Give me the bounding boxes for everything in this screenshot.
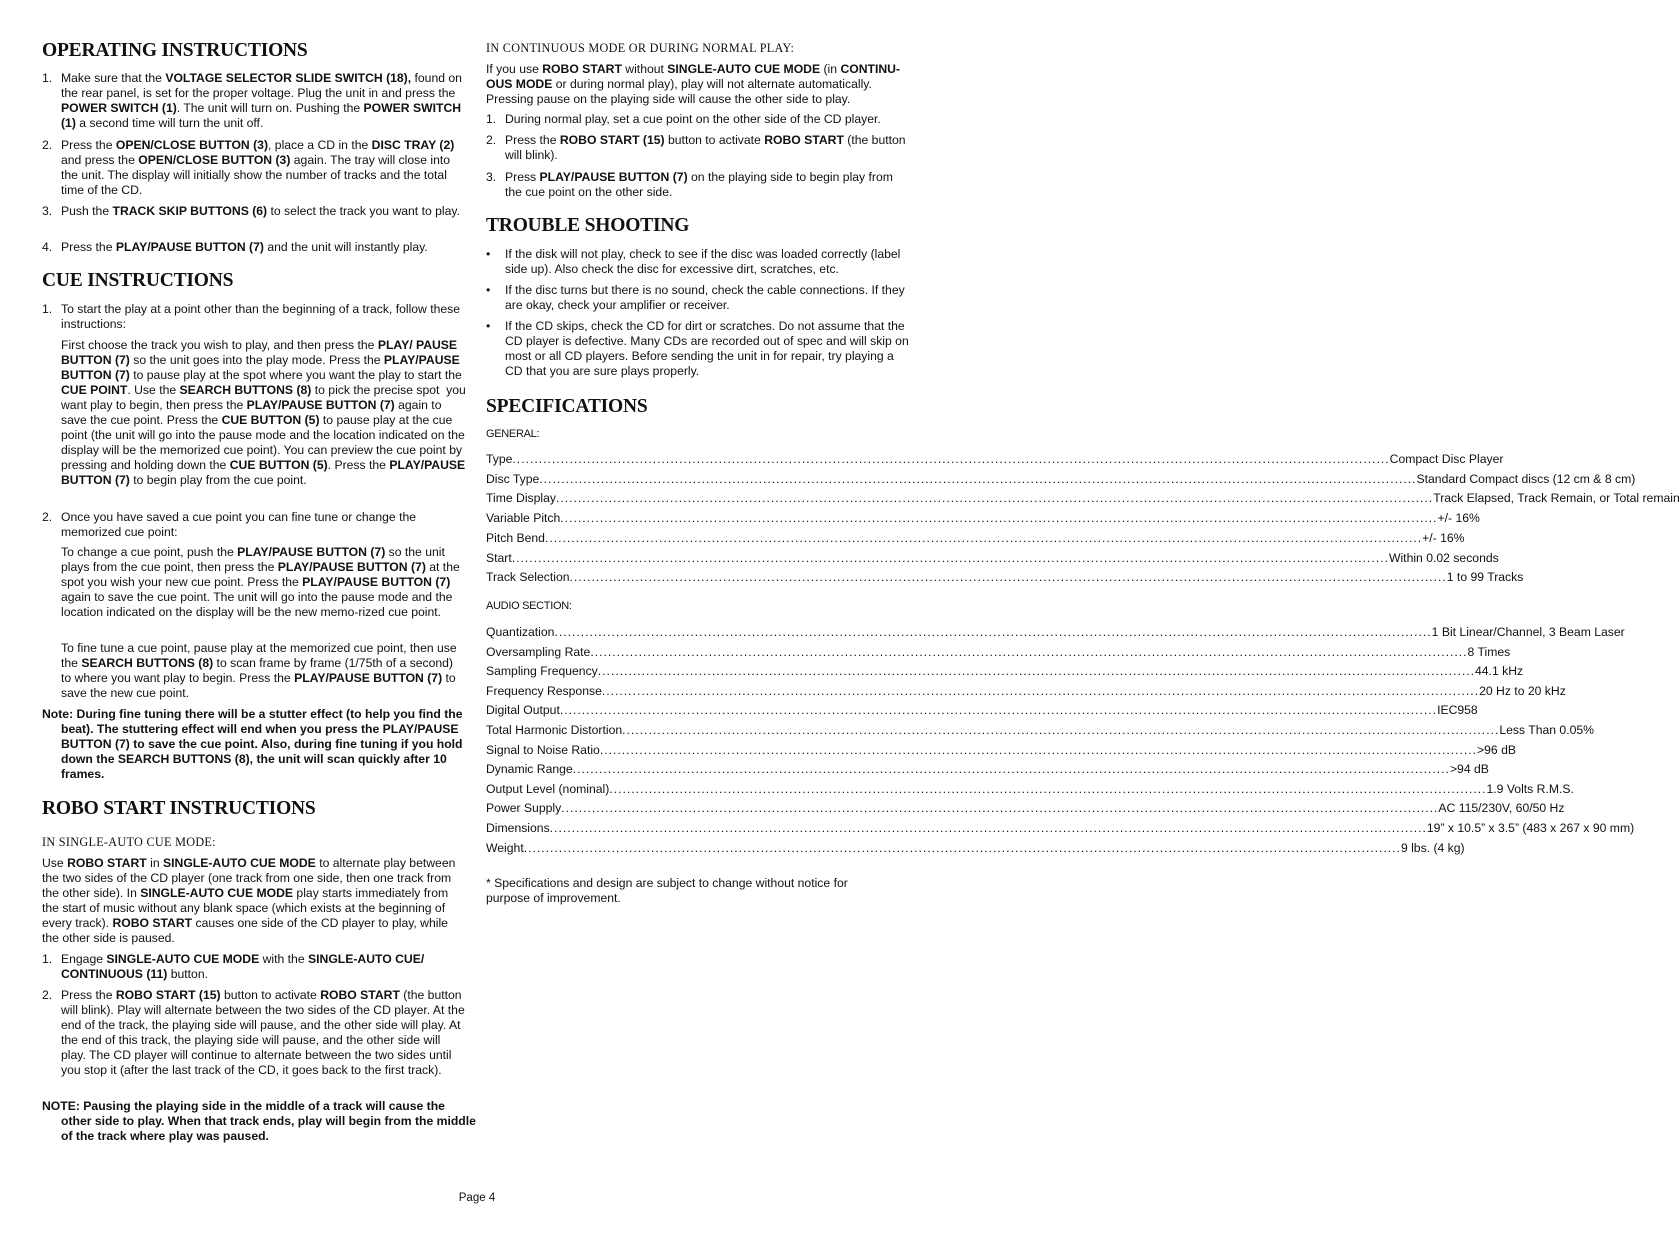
step-text: To start the play at a point other than the beginning of a track, follow these instructions:	[61, 302, 461, 331]
bullet-icon: •	[486, 247, 491, 261]
cue-instructions-heading: CUE INSTRUCTIONS	[42, 270, 234, 291]
operating-step-3	[42, 204, 468, 234]
audio-spec-row	[486, 723, 1594, 738]
continuous-intro: If you use ROBO START without SINGLE-AUTO CUE MODE (in CONTINU-OUS MODE or during normal play), play will not alternate automatically. Pressing pause on the playing side will cause the other side to play.	[486, 62, 901, 106]
dot-leader: ........................................................................................................................................................................................................	[560, 511, 1438, 526]
spec-value: Track Elapsed, Track Remain, or Total remain	[1433, 491, 1680, 506]
audio-spec-row	[486, 840, 1465, 856]
general-spec-row	[486, 511, 1480, 526]
general-label: GENERAL:	[486, 428, 540, 440]
cue-step-2	[42, 510, 468, 540]
audio-spec-row	[486, 821, 1635, 836]
step-text: Press the ROBO START (15) button to activate ROBO START (the button will blink). Play will alternate between the two sides of the CD player. At the end of the track, the playing side will pause, and the other side will play. At the end of this track, the playing side will pause, and the other side will play. The CD player will continue to alternate between the two sides until you stop it (after the last track of the CD, it goes back to the first track).	[61, 988, 465, 1077]
cue-fine-tune-paragraph: To fine tune a cue point, pause play at the memorized cue point, then use the SEARCH BUTTONS (8) to scan frame by frame (1/75th of a second) to where you want play to begin. Press the PLAY/PAUSE BUTTON (7) to save the new cue point.	[61, 641, 457, 700]
spec-label: Pitch Bend	[486, 530, 545, 545]
step-number: 2.	[42, 138, 53, 152]
single-auto-cue-subheading: IN SINGLE-AUTO CUE MODE:	[42, 835, 216, 849]
robo-start-heading: ROBO START INSTRUCTIONS	[42, 798, 316, 819]
dot-leader: ........................................................................................................................................................................................................	[544, 530, 1423, 545]
dot-leader: ........................................................................................................................................................................................................	[609, 781, 1487, 796]
step-number: 1.	[42, 71, 53, 85]
spec-value: Compact Disc Player	[1389, 452, 1504, 466]
spec-label: Quantization	[486, 625, 555, 639]
step-number: 1.	[486, 112, 497, 126]
spec-value: 9 lbs. (4 kg)	[1400, 840, 1465, 855]
step-text: Make sure that the VOLTAGE SELECTOR SLIDE SWITCH (18), found on the rear panel, is set for the proper voltage. Plug the unit in and press the POWER SWITCH (1). The unit will turn on. Pushing the POWER SWITCH (1) a second time will turn the unit off.	[61, 71, 462, 130]
spec-value: 19” x 10.5” x 3.5” (483 x 267 x 90 mm)	[1426, 821, 1635, 835]
spec-label: Total Harmonic Distortion	[486, 723, 623, 737]
step-text: Press the ROBO START (15) button to activate ROBO START (the button will blink).	[505, 133, 906, 162]
dot-leader: ........................................................................................................................................................................................................	[511, 550, 1389, 565]
continuous-step-1	[486, 112, 913, 127]
spec-value: +/- 16%	[1437, 511, 1480, 526]
robo-note: NOTE: Pausing the playing side in the middle of a track will cause the other side to play. When that track ends, play will begin from the middle of the track where play was paused.	[42, 1099, 476, 1143]
audio-spec-row	[486, 781, 1574, 797]
robo-step-1	[42, 952, 468, 982]
spec-value: >94 dB	[1449, 762, 1489, 777]
general-spec-row	[486, 570, 1524, 585]
spec-value: IEC958	[1437, 703, 1478, 718]
step-number: 2.	[42, 988, 53, 1002]
operating-step-2	[42, 138, 468, 198]
dot-leader: ........................................................................................................................................................................................................	[549, 821, 1427, 835]
trouble-text: If the CD skips, check the CD for dirt or scratches. Do not assume that the CD player is defective. Many CDs are recorded out of spec and will skip on most or all CD players. Before sending the unit in for repair, try playing a CD that you are sure plays properly.	[505, 319, 909, 378]
trouble-item-3	[486, 319, 913, 379]
general-spec-row	[486, 491, 1680, 506]
audio-spec-row	[486, 625, 1625, 640]
spec-label: Oversampling Rate	[486, 644, 591, 659]
cue-step-1	[42, 302, 468, 332]
spec-value: 20 Hz to 20 kHz	[1479, 683, 1566, 698]
spec-value: Less Than 0.05%	[1499, 723, 1594, 737]
spec-label: Dynamic Range	[486, 762, 573, 777]
page-number: Page 4	[458, 1192, 496, 1204]
step-number: 4.	[42, 240, 53, 254]
dot-leader: ........................................................................................................................................................................................................	[523, 840, 1401, 855]
audio-spec-row	[486, 683, 1566, 699]
cue-change-paragraph: To change a cue point, push the PLAY/PAUSE BUTTON (7) so the unit plays from the cue point, then press the PLAY/PAUSE BUTTON (7) at the spot you wish your new cue point. Press the PLAY/PAUSE BUTTON (7) again to save the cue point. The unit will go into the pause mode and the location indicated on the display will be the new memo-rized cue point.	[61, 545, 460, 619]
trouble-text: If the disk will not play, check to see if the disc was loaded correctly (label side up). Also check the disc for excessive dirt, scratches, etc.	[505, 247, 901, 276]
robo-start-intro: Use ROBO START in SINGLE-AUTO CUE MODE to alternate play between the two sides of the CD player (one track from one side, then one track from the other side). In SINGLE-AUTO CUE MODE play starts immediately from the start of music without any blank space (which exists at the beginning of every track). ROBO START causes one side of the CD player to play, while the other side is paused.	[42, 856, 456, 945]
spec-label: Type	[486, 452, 513, 466]
step-number: 1.	[42, 952, 53, 966]
dot-leader: ........................................................................................................................................................................................................	[597, 664, 1475, 679]
continuous-step-2	[486, 133, 913, 163]
continuous-mode-subheading: IN CONTINUOUS MODE OR DURING NORMAL PLAY:	[486, 41, 795, 55]
step-number: 3.	[486, 170, 497, 184]
spec-value: AC 115/230V, 60/50 Hz	[1438, 801, 1565, 816]
operating-step-1	[42, 71, 468, 131]
audio-spec-row	[486, 703, 1478, 718]
spec-label: Track Selection	[486, 570, 570, 585]
dot-leader: ........................................................................................................................................................................................................	[559, 703, 1438, 718]
dot-leader: ........................................................................................................................................................................................................	[572, 762, 1450, 777]
operating-step-4	[42, 240, 468, 255]
dot-leader: ........................................................................................................................................................................................................	[512, 452, 1390, 466]
trouble-item-2	[486, 283, 913, 313]
spec-value: Within 0.02 seconds	[1388, 550, 1499, 565]
step-number: 2.	[42, 510, 53, 524]
spec-value: 1 Bit Linear/Channel, 3 Beam Laser	[1431, 625, 1625, 639]
spec-value: 1.9 Volts R.M.S.	[1486, 781, 1574, 796]
continuous-step-3	[486, 170, 913, 200]
spec-value: 8 Times	[1467, 644, 1511, 659]
trouble-shooting-heading: TROUBLE SHOOTING	[486, 215, 690, 236]
spec-label: Power Supply	[486, 801, 562, 816]
trouble-text: If the disc turns but there is no sound, check the cable connections. If they are okay, check your amplifier or receiver.	[505, 283, 905, 312]
audio-spec-row	[486, 644, 1511, 660]
general-spec-row	[486, 452, 1504, 467]
step-number: 3.	[42, 204, 53, 218]
spec-value: 1 to 99 Tracks	[1446, 570, 1524, 585]
cue-note: Note: During fine tuning there will be a stutter effect (to help you find the beat). The stuttering effect will end when you press the PLAY/PAUSE BUTTON (7) to save the cue point. Also, during fine tuning if you hold down the SEARCH BUTTONS (8), the unit will scan quickly after 10 frames.	[42, 707, 463, 781]
trouble-item-1	[486, 247, 913, 277]
dot-leader: ........................................................................................................................................................................................................	[561, 801, 1439, 816]
audio-spec-row	[486, 742, 1516, 758]
spec-value: Standard Compact discs (12 cm & 8 cm)	[1416, 471, 1636, 486]
spec-value: >96 dB	[1477, 742, 1516, 757]
spec-label: Weight	[486, 840, 524, 855]
spec-value: 44.1 kHz	[1475, 664, 1524, 679]
dot-leader: ........................................................................................................................................................................................................	[599, 742, 1478, 757]
general-spec-row	[486, 530, 1465, 546]
general-spec-row	[486, 550, 1499, 566]
spec-label: Disc Type	[486, 471, 540, 486]
spec-label: Start	[486, 550, 512, 565]
step-text: Press PLAY/PAUSE BUTTON (7) on the playing side to begin play from the cue point on the other side.	[505, 170, 893, 199]
dot-leader: ........................................................................................................................................................................................................	[622, 723, 1500, 737]
spec-label: Frequency Response	[486, 683, 602, 698]
robo-step-2	[42, 988, 468, 1093]
dot-leader: ........................................................................................................................................................................................................	[554, 625, 1432, 639]
spec-label: Signal to Noise Ratio	[486, 742, 600, 757]
step-text: Once you have saved a cue point you can fine tune or change the memorized cue point:	[61, 510, 417, 539]
audio-spec-row	[486, 664, 1524, 679]
spec-footnote: * Specifications and design are subject to change without notice for purpose of improvement.	[486, 876, 848, 905]
spec-label: Sampling Frequency	[486, 664, 598, 679]
audio-section-label: AUDIO SECTION:	[486, 600, 572, 612]
specifications-heading: SPECIFICATIONS	[486, 396, 648, 417]
step-text: Engage SINGLE-AUTO CUE MODE with the SINGLE-AUTO CUE/ CONTINUOUS (11) button.	[61, 952, 425, 981]
audio-spec-row	[486, 801, 1565, 816]
audio-spec-row	[486, 762, 1489, 777]
dot-leader: ........................................................................................................................................................................................................	[539, 471, 1417, 486]
step-text: Press the OPEN/CLOSE BUTTON (3), place a CD in the DISC TRAY (2) and press the OPEN/CLOSE BUTTON (3) again. The tray will close into the unit. The display will initially show the number of tracks and the total time of the CD.	[61, 138, 455, 197]
dot-leader: ........................................................................................................................................................................................................	[590, 644, 1468, 659]
bullet-icon: •	[486, 319, 491, 333]
bullet-icon: •	[486, 283, 491, 297]
dot-leader: ........................................................................................................................................................................................................	[601, 683, 1480, 698]
cue-step-1-detail: First choose the track you wish to play, and then press the PLAY/ PAUSE BUTTON (7) so the unit goes into the play mode. Press the PLAY/PAUSE BUTTON (7) to pause play at the spot where you want the play to start the CUE POINT. Use the SEARCH BUTTONS (8) to pick the precise spot you want play to begin, then press the PLAY/PAUSE BUTTON (7) again to save the cue point. Press the CUE BUTTON (5) to pause play at the cue point (the unit will go into the pause mode and the location indicated on the display will be the memorized cue point). You can preview the cue point by pressing and holding down the CUE BUTTON (5). Press the PLAY/PAUSE BUTTON (7) to begin play from the cue point.	[61, 338, 466, 487]
dot-leader: ........................................................................................................................................................................................................	[569, 570, 1447, 585]
step-number: 2.	[486, 133, 497, 147]
operating-instructions-heading: OPERATING INSTRUCTIONS	[42, 40, 308, 61]
spec-label: Output Level (nominal)	[486, 781, 610, 796]
step-text: Press the PLAY/PAUSE BUTTON (7) and the unit will instantly play.	[61, 240, 428, 254]
dot-leader: ........................................................................................................................................................................................................	[555, 491, 1434, 506]
spec-label: Variable Pitch	[486, 511, 561, 526]
spec-label: Digital Output	[486, 703, 560, 718]
general-spec-row	[486, 471, 1636, 487]
step-text: During normal play, set a cue point on the other side of the CD player.	[505, 112, 881, 126]
spec-label: Dimensions	[486, 821, 550, 835]
step-number: 1.	[42, 302, 53, 316]
step-text: Push the TRACK SKIP BUTTONS (6) to select the track you want to play.	[61, 204, 460, 218]
spec-label: Time Display	[486, 491, 556, 506]
spec-value: +/- 16%	[1422, 530, 1465, 545]
